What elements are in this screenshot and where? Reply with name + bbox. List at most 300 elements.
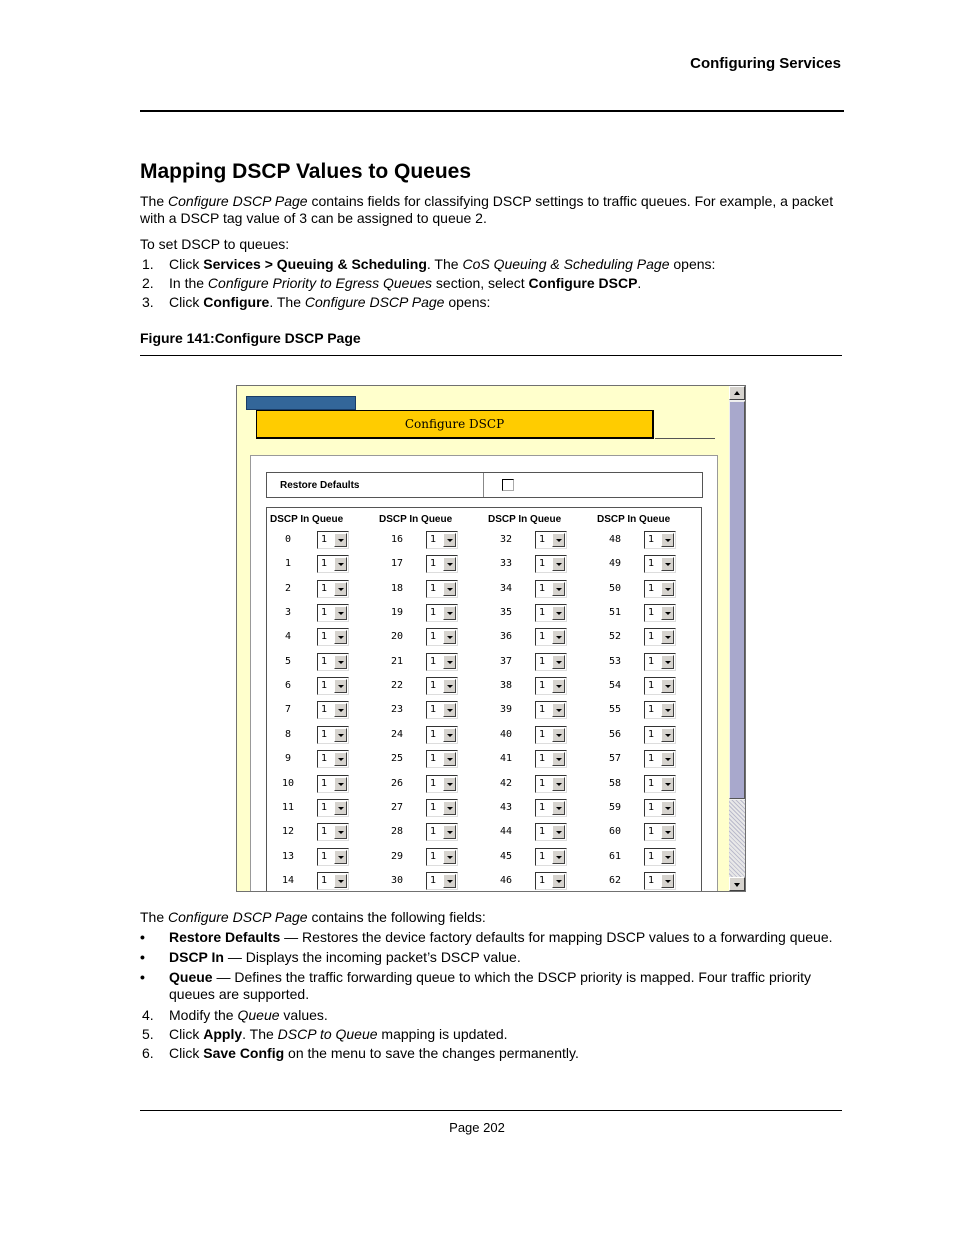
queue-select[interactable] — [317, 677, 349, 695]
chevron-down-icon[interactable] — [334, 630, 347, 644]
dscp-value: 2 — [284, 582, 292, 594]
chevron-down-icon[interactable] — [661, 703, 674, 717]
queue-select[interactable] — [644, 628, 676, 646]
queue-selected-value: 1 — [430, 728, 437, 740]
text-run: In the — [169, 275, 208, 291]
text-run: Queue — [169, 969, 213, 985]
queue-selected-value: 1 — [430, 777, 437, 789]
chevron-down-icon[interactable] — [552, 777, 565, 791]
queue-select[interactable] — [535, 872, 567, 890]
queue-select[interactable] — [644, 531, 676, 549]
queue-select[interactable] — [426, 555, 458, 573]
queue-select[interactable] — [426, 653, 458, 671]
queue-select[interactable] — [644, 555, 676, 573]
queue-select[interactable] — [426, 775, 458, 793]
queue-selected-value: 1 — [648, 704, 655, 716]
dscp-value: 34 — [499, 582, 513, 594]
queue-select[interactable] — [644, 750, 676, 768]
dscp-value: 52 — [608, 631, 622, 643]
chevron-down-icon[interactable] — [552, 874, 565, 888]
chevron-down-icon[interactable] — [661, 801, 674, 815]
queue-select[interactable] — [535, 823, 567, 841]
queue-select[interactable] — [317, 750, 349, 768]
dscp-value: 18 — [390, 582, 404, 594]
text-run: Configure DSCP Page — [168, 909, 308, 925]
dscp-value: 50 — [608, 582, 622, 594]
queue-select[interactable] — [317, 531, 349, 549]
dscp-value: 36 — [499, 631, 513, 643]
queue-selected-value: 1 — [648, 753, 655, 765]
text-run: Apply — [203, 1026, 243, 1042]
chevron-down-icon[interactable] — [334, 825, 347, 839]
restore-defaults-label: Restore Defaults — [280, 480, 360, 491]
restore-defaults-checkbox[interactable] — [502, 479, 514, 491]
queue-selected-value: 1 — [539, 777, 546, 789]
vertical-scrollbar[interactable] — [729, 386, 745, 891]
queue-select[interactable] — [426, 872, 458, 890]
text-run: The — [140, 909, 169, 925]
dscp-value: 59 — [608, 801, 622, 813]
chevron-down-icon[interactable] — [552, 825, 565, 839]
queue-select[interactable] — [317, 701, 349, 719]
dscp-value: 61 — [608, 850, 622, 862]
dscp-value: 11 — [281, 801, 295, 813]
chevron-down-icon[interactable] — [334, 777, 347, 791]
dscp-value: 6 — [284, 680, 292, 692]
queue-select[interactable] — [317, 653, 349, 671]
chevron-down-icon[interactable] — [443, 630, 456, 644]
text-run: DSCP In — [169, 949, 224, 965]
bullet-icon: • — [140, 969, 145, 985]
chevron-down-icon[interactable] — [334, 801, 347, 815]
chevron-down-icon[interactable] — [334, 874, 347, 888]
dscp-value: 13 — [281, 850, 295, 862]
text-run: mapping is updated. — [377, 1026, 508, 1042]
dscp-value: 33 — [499, 558, 513, 570]
queue-selected-value: 1 — [648, 582, 655, 594]
header-rule — [140, 110, 844, 112]
queue-selected-value: 1 — [430, 801, 437, 813]
dscp-value: 53 — [608, 655, 622, 667]
queue-select[interactable] — [644, 775, 676, 793]
running-header: Configuring Services — [690, 55, 841, 72]
queue-select[interactable] — [426, 677, 458, 695]
dscp-queue-grid — [266, 507, 702, 892]
intro-paragraph — [140, 193, 840, 227]
queue-select[interactable] — [535, 726, 567, 744]
title-underline — [655, 438, 715, 439]
restore-defaults-row — [266, 472, 703, 498]
text-run: Configure DSCP Page — [304, 294, 445, 310]
dscp-value: 54 — [608, 680, 622, 692]
dscp-value: 58 — [608, 777, 622, 789]
queue-selected-value: 1 — [321, 874, 328, 886]
dscp-value: 5 — [284, 655, 292, 667]
text-run: contains fields for classifying DSCP settings to traffic queues. For example, a packet with a DSCP tag value of 3 can be assigned to queue 2. — [140, 193, 834, 226]
chevron-down-icon[interactable] — [552, 728, 565, 742]
chevron-down-icon[interactable] — [661, 874, 674, 888]
queue-selected-value: 1 — [321, 777, 328, 789]
queue-select[interactable] — [535, 701, 567, 719]
step-item — [140, 293, 840, 312]
chevron-down-icon[interactable] — [334, 703, 347, 717]
chevron-down-icon[interactable] — [552, 655, 565, 669]
dscp-value: 37 — [499, 655, 513, 667]
content-panel — [250, 455, 718, 892]
chevron-down-icon[interactable] — [334, 655, 347, 669]
queue-select[interactable] — [535, 580, 567, 598]
text-run: . — [637, 275, 642, 291]
chevron-down-icon[interactable] — [334, 557, 347, 571]
dscp-value: 0 — [284, 534, 292, 545]
queue-select[interactable] — [317, 580, 349, 598]
dscp-value: 3 — [284, 607, 292, 619]
chevron-down-icon[interactable] — [661, 582, 674, 596]
dscp-value: 22 — [390, 680, 404, 692]
dscp-value: 57 — [608, 753, 622, 765]
field-bullet — [140, 949, 840, 966]
queue-selected-value: 1 — [648, 826, 655, 838]
page-title-bar: Configure DSCP — [256, 410, 654, 439]
queue-selected-value: 1 — [648, 801, 655, 813]
text-run: — Restores the device factory defaults for mapping DSCP values to a forwarding queue. — [280, 929, 833, 945]
queue-select[interactable] — [317, 628, 349, 646]
step-item — [140, 255, 840, 274]
text-run: CoS Queuing & Scheduling Page — [462, 256, 670, 272]
chevron-down-icon[interactable] — [443, 825, 456, 839]
queue-select[interactable] — [426, 604, 458, 622]
queue-select[interactable] — [644, 604, 676, 622]
scroll-up-icon[interactable] — [729, 386, 745, 400]
chevron-down-icon[interactable] — [661, 728, 674, 742]
queue-selected-value: 1 — [648, 631, 655, 643]
dscp-value: 40 — [499, 728, 513, 740]
dscp-value: 14 — [281, 874, 295, 886]
field-bullet — [140, 969, 840, 1003]
dscp-value: 4 — [284, 631, 292, 643]
text-run: values. — [279, 1007, 328, 1023]
queue-select[interactable] — [535, 848, 567, 866]
queue-selected-value: 1 — [539, 558, 546, 570]
queue-selected-value: 1 — [430, 753, 437, 765]
queue-select[interactable] — [644, 823, 676, 841]
chevron-down-icon[interactable] — [552, 533, 565, 547]
field-bullet — [140, 929, 840, 946]
queue-selected-value: 1 — [430, 558, 437, 570]
dscp-value: 24 — [390, 728, 404, 740]
text-run: DSCP to Queue — [277, 1026, 378, 1042]
queue-selected-value: 1 — [539, 655, 546, 667]
queue-selected-value: 1 — [321, 631, 328, 643]
queue-selected-value: 1 — [539, 874, 546, 886]
queue-selected-value: 1 — [539, 728, 546, 740]
chevron-down-icon[interactable] — [661, 752, 674, 766]
chevron-down-icon[interactable] — [443, 850, 456, 864]
queue-selected-value: 1 — [648, 558, 655, 570]
queue-select[interactable] — [426, 848, 458, 866]
chevron-down-icon[interactable] — [443, 606, 456, 620]
scroll-thumb[interactable] — [729, 401, 745, 799]
dscp-value: 62 — [608, 874, 622, 886]
dscp-value: 43 — [499, 801, 513, 813]
queue-select[interactable] — [644, 580, 676, 598]
text-run: . The — [426, 256, 463, 272]
chevron-down-icon[interactable] — [443, 752, 456, 766]
chevron-down-icon[interactable] — [552, 801, 565, 815]
chevron-down-icon[interactable] — [334, 582, 347, 596]
column-header: DSCP In Queue — [488, 514, 562, 525]
dscp-value: 29 — [390, 850, 404, 862]
chevron-down-icon[interactable] — [443, 801, 456, 815]
chevron-down-icon[interactable] — [552, 752, 565, 766]
queue-selected-value: 1 — [648, 655, 655, 667]
dscp-value: 38 — [499, 680, 513, 692]
chevron-down-icon[interactable] — [443, 703, 456, 717]
queue-select[interactable] — [317, 775, 349, 793]
dscp-value: 9 — [284, 753, 292, 765]
chevron-down-icon[interactable] — [443, 728, 456, 742]
queue-selected-value: 1 — [430, 655, 437, 667]
queue-selected-value: 1 — [539, 753, 546, 765]
chevron-down-icon[interactable] — [661, 850, 674, 864]
queue-select[interactable] — [644, 799, 676, 817]
queue-select[interactable] — [644, 726, 676, 744]
queue-select[interactable] — [317, 555, 349, 573]
chevron-down-icon[interactable] — [443, 655, 456, 669]
text-run: — Displays the incoming packet’s DSCP value. — [223, 949, 521, 965]
text-run: section, select — [432, 275, 529, 291]
dscp-value: 27 — [390, 801, 404, 813]
dscp-value: 60 — [608, 826, 622, 838]
queue-selected-value: 1 — [321, 801, 328, 813]
chevron-down-icon[interactable] — [661, 533, 674, 547]
queue-selected-value: 1 — [539, 582, 546, 594]
caption-rule — [140, 355, 842, 356]
text-run: Modify the — [169, 1007, 238, 1023]
section-title: Mapping DSCP Values to Queues — [140, 160, 472, 183]
figure-caption: Figure 141:Configure DSCP Page — [140, 330, 361, 346]
text-run: opens: — [669, 256, 716, 272]
chevron-down-icon[interactable] — [661, 825, 674, 839]
queue-select[interactable] — [426, 750, 458, 768]
chevron-down-icon[interactable] — [661, 630, 674, 644]
step-number: 1. — [142, 256, 154, 272]
step-number: 5. — [142, 1026, 154, 1042]
chevron-down-icon[interactable] — [334, 752, 347, 766]
queue-select[interactable] — [535, 604, 567, 622]
queue-selected-value: 1 — [648, 874, 655, 886]
text-run: Configure — [203, 294, 270, 310]
queue-select[interactable] — [317, 726, 349, 744]
dscp-value: 32 — [499, 534, 513, 545]
step-number: 6. — [142, 1045, 154, 1061]
chevron-down-icon[interactable] — [443, 777, 456, 791]
queue-select[interactable] — [426, 531, 458, 549]
nav-tab[interactable] — [246, 396, 356, 410]
queue-selected-value: 1 — [430, 607, 437, 619]
text-run: . The — [269, 294, 305, 310]
queue-selected-value: 1 — [648, 607, 655, 619]
queue-select[interactable] — [644, 872, 676, 890]
text-run: Restore Defaults — [169, 929, 281, 945]
queue-selected-value: 1 — [321, 607, 328, 619]
queue-selected-value: 1 — [321, 680, 328, 692]
queue-select[interactable] — [535, 677, 567, 695]
text-run: on the menu to save the changes permanently. — [284, 1045, 579, 1061]
dscp-value: 51 — [608, 607, 622, 619]
text-run: Services > Queuing & Scheduling — [203, 256, 427, 272]
queue-selected-value: 1 — [321, 558, 328, 570]
queue-selected-value: 1 — [430, 680, 437, 692]
queue-select[interactable] — [317, 799, 349, 817]
queue-select[interactable] — [426, 701, 458, 719]
dscp-value: 23 — [390, 704, 404, 716]
queue-select[interactable] — [644, 701, 676, 719]
queue-select[interactable] — [535, 750, 567, 768]
queue-selected-value: 1 — [539, 631, 546, 643]
scroll-track[interactable] — [729, 800, 745, 877]
chevron-down-icon[interactable] — [552, 703, 565, 717]
queue-select[interactable] — [317, 823, 349, 841]
dscp-value: 44 — [499, 826, 513, 838]
text-run: Configure Priority to Egress Queues — [207, 275, 433, 291]
queue-select[interactable] — [426, 726, 458, 744]
chevron-down-icon[interactable] — [552, 850, 565, 864]
dscp-value: 55 — [608, 704, 622, 716]
chevron-down-icon[interactable] — [443, 582, 456, 596]
chevron-down-icon[interactable] — [443, 557, 456, 571]
dscp-value: 10 — [281, 777, 295, 789]
queue-select[interactable] — [535, 799, 567, 817]
dscp-value: 21 — [390, 655, 404, 667]
text-run: Click — [169, 294, 204, 310]
dscp-value: 41 — [499, 753, 513, 765]
chevron-down-icon[interactable] — [661, 777, 674, 791]
text-run: Configure DSCP — [528, 275, 638, 291]
queue-select[interactable] — [317, 872, 349, 890]
dscp-value: 7 — [284, 704, 292, 716]
configure-dscp-screenshot — [236, 385, 746, 892]
queue-select[interactable] — [317, 604, 349, 622]
queue-select[interactable] — [535, 628, 567, 646]
dscp-value: 19 — [390, 607, 404, 619]
chevron-down-icon[interactable] — [661, 655, 674, 669]
chevron-down-icon[interactable] — [334, 679, 347, 693]
step-item — [140, 274, 840, 293]
queue-select[interactable] — [644, 653, 676, 671]
queue-selected-value: 1 — [321, 753, 328, 765]
dscp-value: 1 — [284, 558, 292, 570]
text-run: Click — [169, 256, 204, 272]
chevron-down-icon[interactable] — [552, 582, 565, 596]
queue-select[interactable] — [535, 653, 567, 671]
chevron-down-icon[interactable] — [552, 630, 565, 644]
queue-selected-value: 1 — [321, 582, 328, 594]
step-item — [140, 1044, 840, 1063]
queue-select[interactable] — [644, 848, 676, 866]
queue-selected-value: 1 — [321, 534, 328, 545]
queue-select[interactable] — [535, 775, 567, 793]
chevron-down-icon[interactable] — [661, 557, 674, 571]
dscp-value: 16 — [390, 534, 404, 545]
queue-selected-value: 1 — [321, 826, 328, 838]
column-header: DSCP In Queue — [597, 514, 671, 525]
chevron-down-icon[interactable] — [443, 874, 456, 888]
column-header: DSCP In Queue — [379, 514, 453, 525]
text-run: — Defines the traffic forwarding queue to which the DSCP priority is mapped. Four traffic priority queues are supported. — [169, 969, 811, 1002]
chevron-down-icon[interactable] — [443, 679, 456, 693]
step-number: 4. — [142, 1007, 154, 1023]
chevron-down-icon[interactable] — [552, 557, 565, 571]
dscp-value: 20 — [390, 631, 404, 643]
chevron-down-icon[interactable] — [334, 606, 347, 620]
step-item — [140, 1025, 840, 1044]
queue-selected-value: 1 — [539, 607, 546, 619]
queue-select[interactable] — [317, 848, 349, 866]
fields-intro — [140, 909, 840, 926]
queue-select[interactable] — [426, 580, 458, 598]
queue-select[interactable] — [426, 799, 458, 817]
dscp-value: 30 — [390, 874, 404, 886]
queue-select[interactable] — [426, 628, 458, 646]
text-run: Click — [169, 1026, 204, 1042]
queue-selected-value: 1 — [648, 777, 655, 789]
text-run: opens: — [444, 294, 491, 310]
scroll-down-icon[interactable] — [729, 877, 745, 891]
lead-in-text: To set DSCP to queues: — [140, 236, 290, 252]
queue-selected-value: 1 — [648, 728, 655, 740]
queue-selected-value: 1 — [430, 582, 437, 594]
queue-selected-value: 1 — [539, 850, 546, 862]
chevron-down-icon[interactable] — [334, 850, 347, 864]
page-number: Page 202 — [449, 1120, 505, 1135]
chevron-down-icon[interactable] — [334, 728, 347, 742]
queue-selected-value: 1 — [430, 826, 437, 838]
dscp-value: 12 — [281, 826, 295, 838]
chevron-down-icon[interactable] — [661, 606, 674, 620]
bullet-icon: • — [140, 929, 145, 945]
text-run: contains the following fields: — [307, 909, 486, 925]
queue-selected-value: 1 — [430, 704, 437, 716]
queue-selected-value: 1 — [648, 850, 655, 862]
queue-selected-value: 1 — [321, 655, 328, 667]
chevron-down-icon[interactable] — [552, 679, 565, 693]
row-divider — [483, 473, 484, 497]
queue-select[interactable] — [644, 677, 676, 695]
dscp-value: 45 — [499, 850, 513, 862]
queue-select[interactable] — [426, 823, 458, 841]
dscp-value: 56 — [608, 728, 622, 740]
dscp-value: 26 — [390, 777, 404, 789]
step-number: 2. — [142, 275, 154, 291]
chevron-down-icon[interactable] — [334, 533, 347, 547]
chevron-down-icon[interactable] — [552, 606, 565, 620]
queue-select[interactable] — [535, 531, 567, 549]
queue-selected-value: 1 — [430, 631, 437, 643]
queue-selected-value: 1 — [430, 534, 437, 545]
text-run: Queue — [237, 1007, 280, 1023]
step-item — [140, 1006, 840, 1025]
steps-list-first — [140, 255, 840, 312]
queue-select[interactable] — [535, 555, 567, 573]
dscp-value: 28 — [390, 826, 404, 838]
chevron-down-icon[interactable] — [443, 533, 456, 547]
chevron-down-icon[interactable] — [661, 679, 674, 693]
steps-list-second — [140, 1006, 840, 1063]
queue-selected-value: 1 — [539, 680, 546, 692]
column-header: DSCP In Queue — [270, 514, 344, 525]
queue-selected-value: 1 — [321, 704, 328, 716]
